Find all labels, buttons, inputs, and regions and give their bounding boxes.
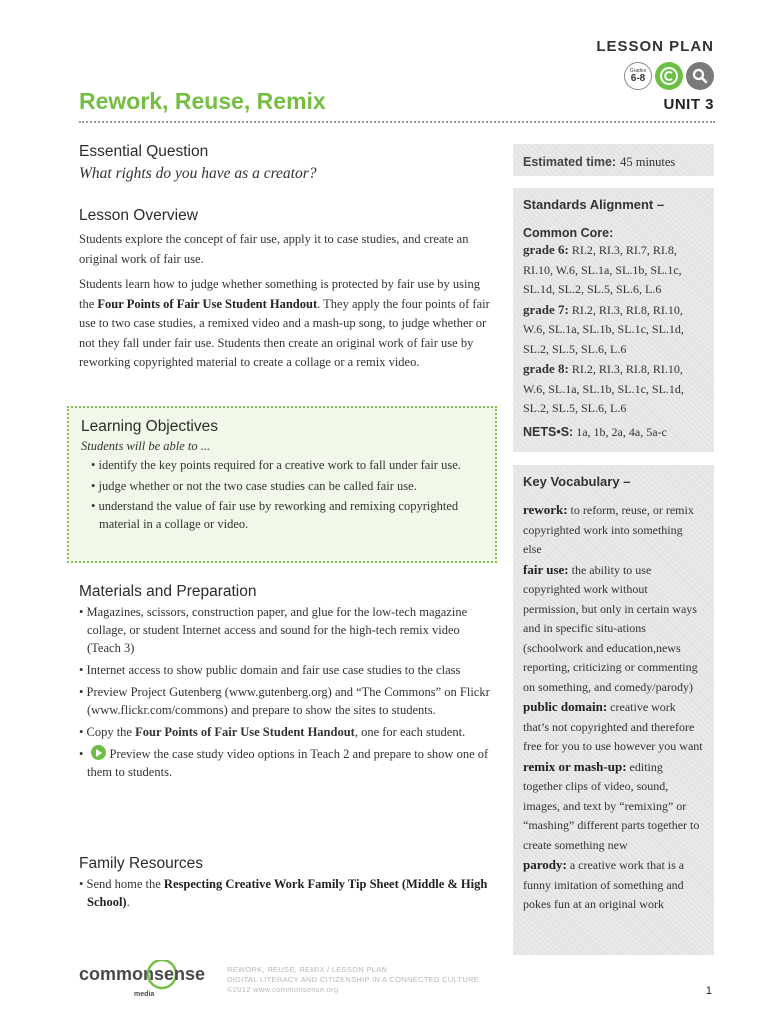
header-icons [624, 62, 714, 90]
materials-item [79, 745, 491, 781]
objective-item: • identify the key points required for a creative work to fall under fair use. [91, 458, 461, 472]
materials-item5-text: Preview the case study video options in Teach 2 and prepare to show one of them to students. [87, 747, 489, 779]
family-post: . [126, 895, 130, 909]
copyright-icon [655, 62, 683, 90]
grade-6-standards [523, 240, 704, 300]
page-number: 1 [705, 985, 712, 997]
vocab-definition: a creative work that is a funny imitation of something and pokes fun at an original work [523, 858, 685, 911]
lesson-overview-heading: Lesson Overview [79, 207, 198, 224]
overview-paragraph-2 [79, 275, 491, 373]
vocab-entry [523, 697, 704, 757]
logo-common: common [79, 964, 155, 984]
vocab-entry [523, 500, 704, 560]
grade-6-label: grade 6: [523, 242, 569, 257]
materials-item4-post: , one for each student. [354, 725, 466, 739]
objectives-intro: Students will be able to ... [81, 439, 211, 453]
play-icon[interactable] [91, 745, 106, 760]
materials-list [79, 603, 491, 781]
overview-paragraph-1: Students explore the concept of fair use, apply it to case studies, and create an original work of fair use. [79, 232, 469, 266]
family-pre: • Send home the [79, 877, 164, 891]
footer-line-3 [227, 985, 479, 995]
logo-media: media [134, 991, 155, 998]
bullet: • [79, 747, 84, 761]
grade-6-list: RI.2, RI.3, RI.7, RI.8, RI.10, W.6, SL.1a, SL.1b, SL.1c, SL.1d, SL.2, SL.5, SL.6, L.6 [523, 243, 682, 296]
essential-question-section [79, 143, 499, 183]
materials-item: • Magazines, scissors, construction paper, and glue for the low-tech magazine collage, or student Internet access and sound for the high-tech remix video (Teach 3) [79, 605, 468, 655]
essential-question-text: What rights do you have as a creator? [79, 165, 317, 182]
grade-8-standards [523, 359, 704, 419]
family-tip-sheet: Respecting Creative Work Family Tip Sheet (Middle & High School) [87, 877, 488, 909]
objectives-list [81, 457, 483, 533]
materials-item [79, 723, 491, 741]
standards-alignment-box [513, 188, 714, 452]
materials-section [79, 583, 491, 785]
vocab-term: fair use: [523, 561, 569, 577]
search-icon [686, 62, 714, 90]
grades-label: 6-8 [630, 72, 646, 84]
materials-item: • Internet access to show public domain and fair use case studies to the class [79, 663, 461, 677]
essential-question-heading: Essential Question [79, 143, 209, 160]
vocab-entry [523, 560, 704, 698]
footer-line-1: REWORK, REUSE, REMIX / LESSON PLAN [227, 965, 388, 974]
vocab-definition: creative work that’s not copyrighted and therefore free for you to use however you want [523, 700, 703, 753]
common-sense-logo [79, 960, 219, 998]
materials-heading: Materials and Preparation [79, 583, 257, 600]
objective-item: • understand the value of fair use by reworking and remixing copyrighted material in a collage or video. [91, 499, 459, 531]
key-vocabulary-box [513, 465, 714, 955]
lesson-plan-label: LESSON PLAN [596, 38, 714, 55]
title-divider [79, 121, 715, 123]
learning-objectives-heading: Learning Objectives [81, 418, 218, 435]
objective-item: • judge whether or not the two case studies can be called fair use. [91, 478, 417, 493]
logo-sense: sense [154, 964, 206, 984]
unit-label: UNIT 3 [663, 96, 714, 113]
footer-line-2: DIGITAL LITERACY AND CITIZENSHIP IN A CONNECTED CULTURE [227, 975, 479, 984]
vocabulary-heading: Key Vocabulary – [523, 474, 631, 489]
estimated-time-box [513, 144, 714, 176]
estimated-time-label: Estimated time: [523, 155, 617, 169]
lesson-overview-section [79, 207, 491, 379]
nets-label: NETS•S: [523, 424, 574, 439]
grade-7-label: grade 7: [523, 301, 569, 317]
materials-item: • Preview Project Gutenberg (www.gutenberg.org) and “The Commons” on Flickr (www.flickr.com/commons) and prepare to show the sites to students. [79, 685, 490, 717]
vocab-definition: to reform, reuse, or remix copyrighted work into something else [523, 503, 694, 556]
common-core-label: Common Core: [523, 226, 614, 240]
vocab-term: rework: [523, 502, 568, 517]
learning-objectives-box [67, 406, 497, 563]
family-resources-heading: Family Resources [79, 855, 204, 872]
vocab-definition: the ability to use copyrighted work without permission, but only in certain ways and in specific situ-ations (schoolwork and education,news reporting, criticizing or commenting on something, and comedy/parody) [523, 562, 698, 694]
footer-url[interactable]: www.commonsense.org [253, 985, 339, 994]
grade-8-label: grade 8: [523, 361, 569, 376]
grade-8-list: RI.2, RI.3, RI.8, RI.10, W.6, SL.1a, SL.1b, SL.1c, SL.1d, SL.2, SL.5, SL.6, L.6 [523, 362, 684, 415]
handout-name: Four Points of Fair Use Student Handout [135, 725, 355, 739]
grade-badge-icon [624, 62, 652, 90]
materials-item4-pre: • Copy the [79, 725, 136, 739]
nets-list: 1a, 1b, 2a, 4a, 5a-c [576, 424, 667, 439]
grade-7-standards [523, 300, 704, 360]
footer-copyright: ©2012 [227, 985, 254, 994]
vocab-term: public domain: [523, 699, 608, 714]
page-title: Rework, Reuse, Remix [79, 88, 326, 114]
estimated-time-value: 45 minutes [620, 155, 676, 169]
family-resources-section [79, 855, 491, 911]
grades-small-label: Grades [629, 67, 647, 74]
overview-p2-pre: Students learn how to judge whether something is protected by fair use by using the [79, 277, 480, 311]
grade-7-list: RI.2, RI.3, RI.8, RI.10, W.6, SL.1a, SL.1b, SL.1c, SL.1d, SL.2, SL.5, SL.6, L.6 [523, 302, 684, 356]
vocab-entry [523, 855, 704, 915]
vocab-term: remix or mash-up: [523, 758, 627, 774]
vocab-definition: editing together clips of video, sound, images, and text by “remixing” or “mashing” different parts together to create something new [523, 759, 700, 852]
nets-standards [523, 425, 704, 440]
vocab-term: parody: [523, 857, 567, 872]
overview-p2-post: . They apply the four points of fair use to two case studies, a remixed video and a mash-up song, to judge whether or not they fall under fair use. Students then create an original work of fair use by reworking copyrighted material to create a collage or a remix video. [79, 296, 490, 369]
handout-link: Four Points of Fair Use Student Handout [97, 296, 318, 311]
vocab-entry [523, 757, 704, 856]
family-resources-item [79, 875, 491, 911]
footer-text [227, 965, 479, 995]
standards-heading: Standards Alignment – [523, 197, 665, 212]
